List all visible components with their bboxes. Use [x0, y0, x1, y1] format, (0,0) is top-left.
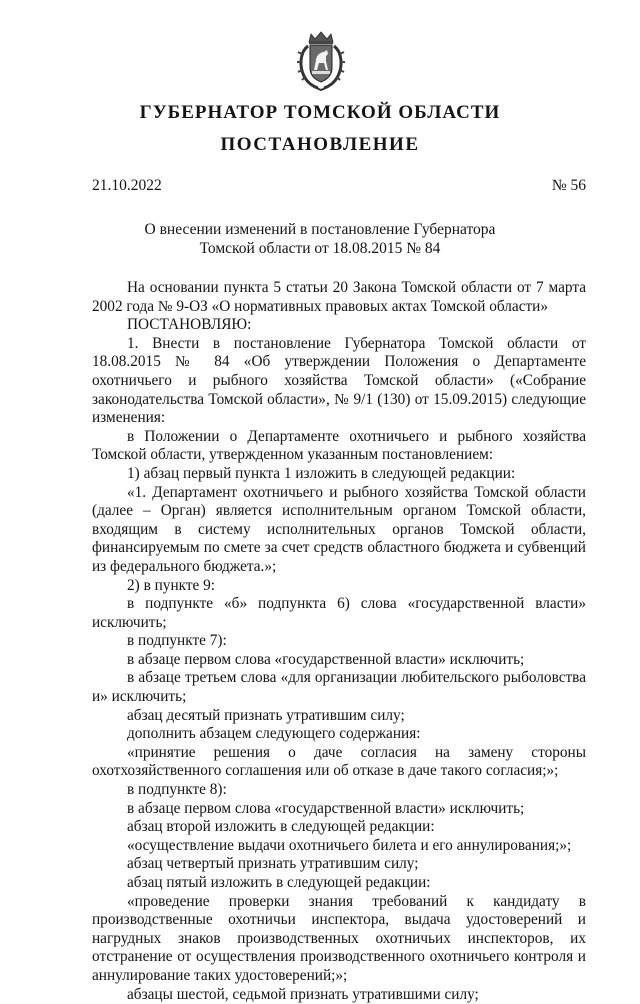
- document-date: 21.10.2022: [92, 177, 162, 194]
- document-body: [92, 279, 586, 1004]
- paragraph: в Положении о Департаменте охотничьего и рыбного хозяйства Томской области, утвержденном указанным постановлением:: [92, 427, 586, 464]
- paragraph: 2) в пункте 9:: [127, 576, 216, 594]
- paragraph: 1. Внести в постановление Губернатора Томской области от 18.08.2015 № 84 «Об утверждении Положения о Департаменте охотничьего и рыбного хозяйства Томской области» («Собрание законодательства Томской области», № 9/1 (130) от 15.09.2015) следующие изменения:: [92, 334, 586, 427]
- paragraph: «1. Департамент охотничьего и рыбного хозяйства Томской области (далее – Орган) является исполнительным органом Томской области, входящим в систему исполнительных органов Томской области, финансируемым по смете за счет средств областного бюджета и субвенций из федерального бюджета.»;: [92, 483, 586, 575]
- paragraph: в абзаце первом слова «государственной власти» исключить;: [127, 799, 525, 817]
- document-type: ПОСТАНОВЛЕНИЕ: [220, 134, 420, 155]
- coat-of-arms-icon: [296, 30, 346, 92]
- paragraph: «проведение проверки знания требований к кандидату в производственные охотничьи инспектора, выдача удостоверений и нагрудных знаков производственных охотничьих инспекторов, их отстранение от осуществления производственного охотничьего контроля и аннулирование таких удостоверений;»;: [92, 892, 586, 984]
- paragraph: в подпункте 8):: [127, 781, 227, 799]
- paragraph: ПОСТАНОВЛЯЮ:: [127, 316, 252, 334]
- org-title: ГУБЕРНАТОР ТОМСКОЙ ОБЛАСТИ: [139, 102, 501, 123]
- paragraph: в подпункте 7):: [127, 632, 227, 650]
- paragraph: «осуществление выдачи охотничьего билета и его аннулирования;»;: [127, 836, 572, 854]
- subject-line: О внесении изменений в постановление Губернатора: [144, 221, 496, 238]
- paragraph: «принятие решения о даче согласия на замену стороны охотхозяйственного соглашения или об отказе в даче такого согласия;»;: [92, 743, 586, 780]
- paragraph: На основании пункта 5 статьи 20 Закона Томской области от 7 марта 2002 года № 9-ОЗ «О нормативных правовых актах Томской области»: [92, 279, 586, 315]
- paragraph: в подпункте «б» подпункта 6) слова «государственной власти» исключить;: [92, 595, 586, 631]
- subject-line: Томской области от 18.08.2015 № 84: [199, 239, 441, 257]
- paragraph: абзац пятый изложить в следующей редакции:: [127, 874, 431, 891]
- paragraph: абзац десятый признать утратившим силу;: [127, 706, 405, 724]
- paragraph: дополнить абзацем следующего содержания:: [127, 725, 421, 743]
- paragraph: 1) абзац первый пункта 1 изложить в следующей редакции:: [127, 464, 516, 482]
- paragraph: абзац четвертый признать утратившим силу;: [127, 855, 419, 873]
- document-number: № 56: [551, 177, 586, 194]
- paragraph: абзацы шестой, седьмой признать утратившими силу;: [127, 985, 479, 1003]
- paragraph: абзац второй изложить в следующей редакции:: [127, 818, 435, 836]
- document-subject: [0, 221, 640, 258]
- paragraph: в абзаце первом слова «государственной власти» исключить;: [127, 650, 525, 668]
- paragraph: в абзаце третьем слова «для организации любительского рыболовства и» исключить;: [92, 669, 586, 706]
